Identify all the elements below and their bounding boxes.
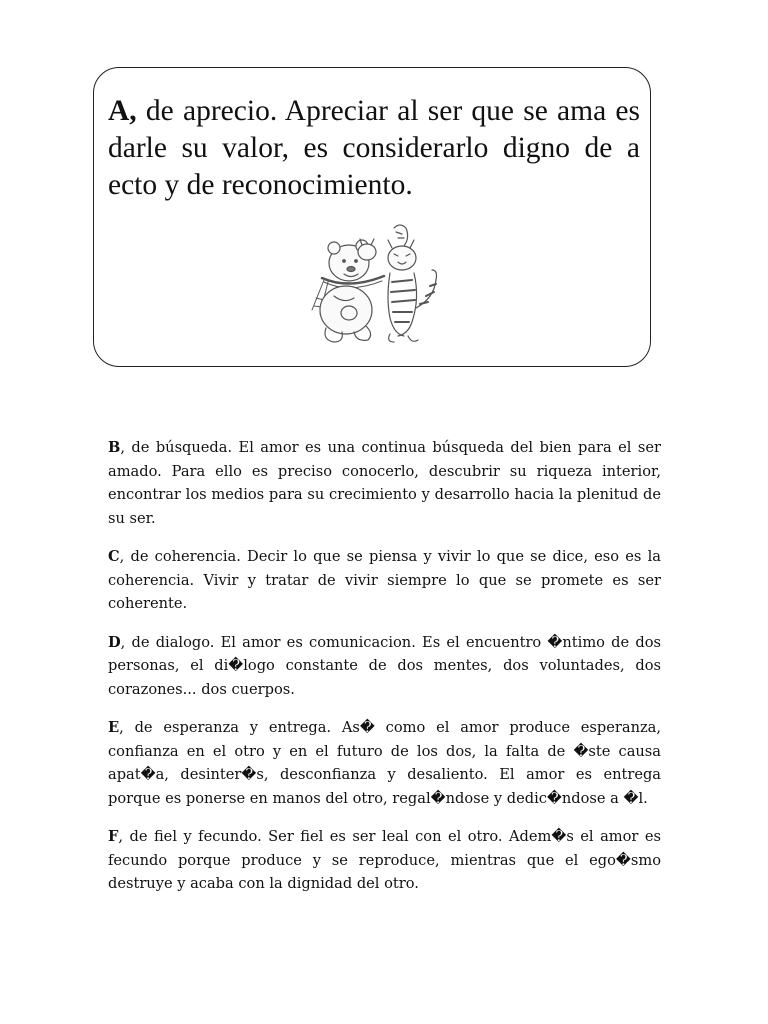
card-body: de aprecio. Apreciar al ser que se ama es darle su valor, es considerarlo digno de a ecto y de reconocimiento.: [108, 95, 640, 201]
paragraph-letter: E: [108, 719, 120, 736]
paragraph-body: , de búsqueda. El amor es una continua búsqueda del bien para el ser amado. Para ello es preciso conocerlo, descubrir su riqueza interior, encontrar los medios para su crecimiento y desarrollo hacia la plenitud de su ser.: [108, 439, 661, 527]
card-text: [108, 93, 640, 204]
paragraph-e: [108, 716, 661, 810]
paragraph-body: , de esperanza y entrega. As� como el amor produce esperanza, confianza en el otro y en el futuro de los dos, la falta de �ste causa apat�a, desinter�s, desconfianza y desaliento. El amor es entrega porque es ponerse en manos del otro, regal�ndose y dedic�ndose a �l.: [108, 719, 661, 807]
paragraph-letter: C: [108, 548, 120, 565]
paragraph-body: , de dialogo. El amor es comunicacion. Es el encuentro �ntimo de dos personas, el di�logo constante de dos mentes, dos voluntades, dos corazones... dos cuerpos.: [108, 633, 661, 698]
card-letter: A,: [108, 95, 137, 127]
paragraph-letter: F: [108, 828, 119, 845]
pooh-tigger-illustration: [294, 218, 454, 348]
paragraph-f: [108, 825, 661, 896]
paragraph-body: , de fiel y fecundo. Ser fiel es ser leal con el otro. Adem�s el amor es fecundo porque produce y se reproduce, mientras que el ego�smo destruye y acaba con la dignidad del otro.: [108, 828, 661, 892]
paragraph-d: [108, 631, 661, 702]
body-text: [108, 436, 661, 911]
paragraph-letter: B: [108, 439, 121, 456]
paragraph-b: [108, 436, 661, 530]
paragraph-letter: D: [108, 633, 121, 651]
paragraph-c: [108, 545, 661, 616]
definition-card: [93, 67, 651, 367]
paragraph-body: , de coherencia. Decir lo que se piensa y vivir lo que se dice, eso es la coherencia. Vivir y tratar de vivir siempre lo que se promete es ser coherente.: [108, 548, 661, 612]
